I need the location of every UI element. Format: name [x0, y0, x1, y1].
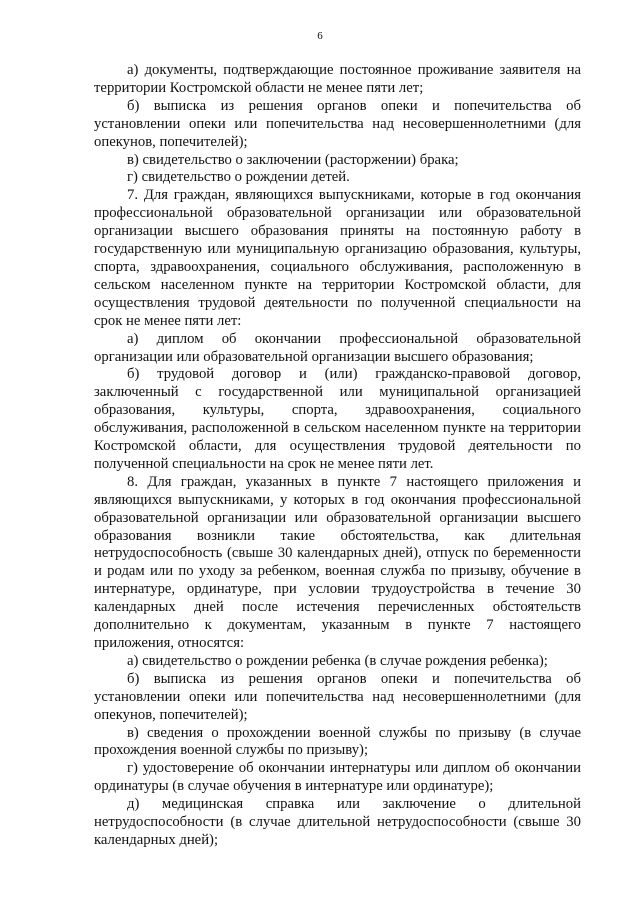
clause-8-graduates-circumstances: 8. Для граждан, указанных в пункте 7 настоящего приложения и являющихся выпускниками, у которых в год окончания профессиональной образовательной организации или образовательной организации высшего образования возникли такие обстоятельства, как длительная нетрудоспособность (свыше 30 календарных дней), отпуск по беременности и родам или по уходу за ребенком, военная служба по призыву, обучение в интернатуре, ординатуре, при условии трудоустройства в течение 30 календарных дней после истечения перечисленных обстоятельств дополнительно к документам, указанным в пункте 7 настоящего приложения, относятся:	[94, 473, 581, 651]
paragraph-7-item-v-marriage-certificate: в) свидетельство о заключении (расторжении) брака;	[127, 151, 459, 168]
page-number: 6	[317, 30, 323, 42]
clause-8-item-b-guardianship-extract: б) выписка из решения органов опеки и попечительства об установлении опеки или попечительства над несовершеннолетними (для опекунов, попечителей);	[94, 670, 581, 723]
clause-7-item-b-labor-contract: б) трудовой договор и (или) гражданско-правовой договор, заключенный с государственной или муниципальной организацией образования, культуры, спорта, здравоохранения, социального обслуживания, расположенной в сельском населенном пункте на территории Костромской области, для осуществления трудовой деятельности по полученной специальности на срок не менее пяти лет.	[94, 366, 581, 472]
paragraph-7-item-a-residence-docs: а) документы, подтверждающие постоянное проживание заявителя на территории Костромской области не менее пяти лет;	[94, 62, 581, 96]
paragraph-7-item-b-guardianship-extract: б) выписка из решения органов опеки и попечительства об установлении опеки или попечительства над несовершеннолетними (для опекунов, попечителей);	[94, 97, 581, 150]
clause-8-item-g-internship-residency: г) удостоверение об окончании интернатуры или диплом об окончании ординатуры (в случае обучения в интернатуре или ординатуре);	[94, 760, 581, 795]
clause-8-item-a-child-birth-certificate: а) свидетельство о рождении ребенка (в случае рождения ребенка);	[127, 652, 548, 669]
clause-8-item-d-medical-certificate: д) медицинская справка или заключение о длительной нетрудоспособности (в случае длительной нетрудоспособности (свыше 30 календарных дней);	[94, 796, 581, 848]
paragraph-7-item-g-birth-certificates: г) свидетельство о рождении детей.	[127, 169, 350, 186]
clause-7-graduates: 7. Для граждан, являющихся выпускниками, которые в год окончания профессиональной образовательной организации или образовательной организации высшего образования приняты на постоянную работу в государственную или муниципальную организацию образования, культуры, спорта, здравоохранения, социального обслуживания, расположенную в сельском населенном пункте на территории Костромской области, для осуществления трудовой деятельности по полученной специальности на срок не менее пяти лет:	[94, 187, 581, 329]
clause-7-item-a-diploma: а) диплом об окончании профессиональной образовательной организации или образовательной организации высшего образования;	[94, 330, 581, 365]
clause-8-item-v-military-service: в) сведения о прохождении военной службы по призыву (в случае прохождения военной службы по призыву);	[94, 724, 581, 759]
document-body	[94, 62, 581, 850]
